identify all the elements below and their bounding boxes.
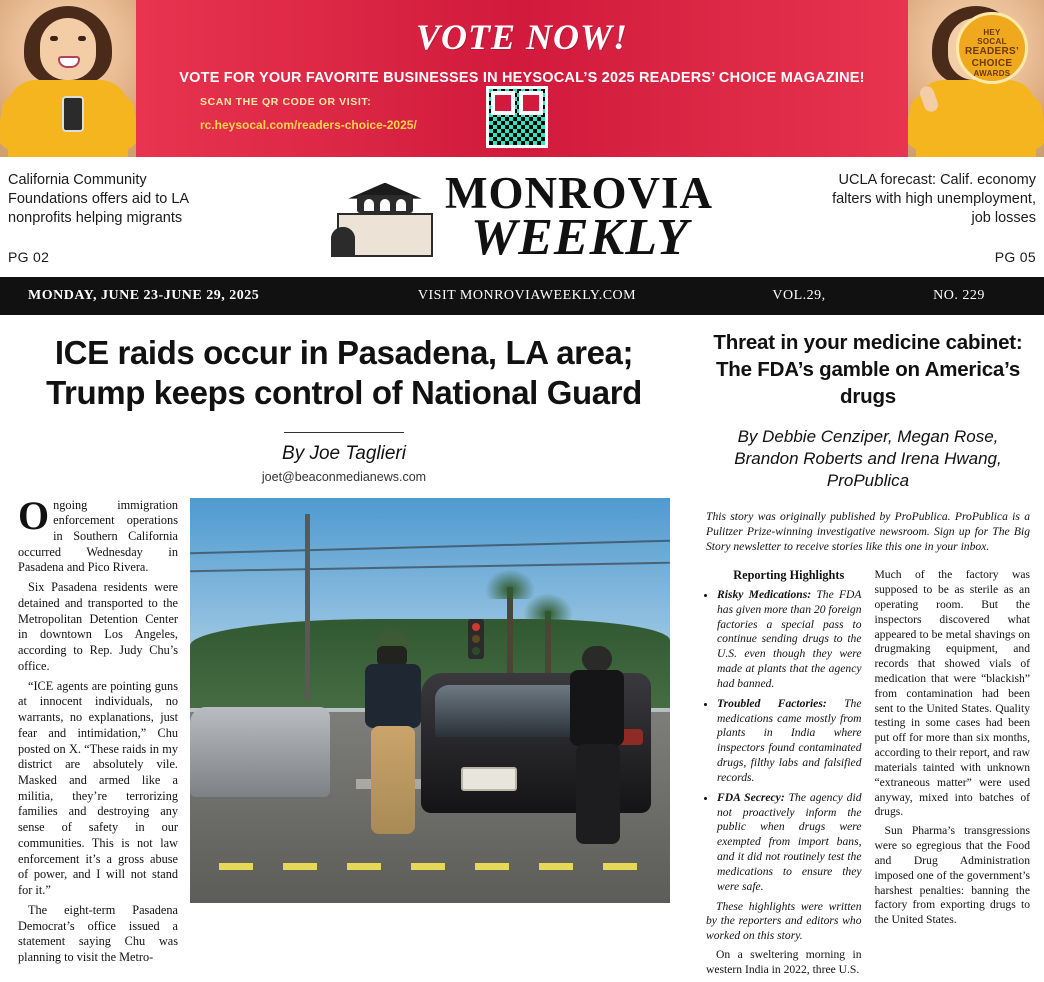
dateline-number: NO. 229	[933, 288, 985, 303]
ad-url-link[interactable]: rc.heysocal.com/readers-choice-2025/	[200, 118, 417, 132]
mission-building-icon	[331, 179, 439, 257]
secondary-body-3: Sun Pharma’s transgressions were so egregious that the Food and Drug Administration imposed one of the government’s harshest penalties: banning the factory from exporting drugs to the United States.	[874, 824, 1030, 927]
ad-headline: VOTE NOW!	[415, 17, 629, 57]
secondary-headline: Threat in your medicine cabinet: The FDA’s gamble on America’s drugs	[713, 331, 1023, 409]
teaser-left[interactable]	[8, 171, 223, 267]
logo-wordmark	[445, 168, 713, 267]
dateline-volume: VOL.29,	[772, 288, 826, 303]
teaser-left-text: California Community Foundations offers aid to LA nonprofits helping migrants	[8, 172, 189, 227]
highlights-title: Reporting Highlights	[733, 568, 845, 583]
badge-line-1: HEY	[983, 28, 1001, 37]
highlight-item	[717, 697, 862, 786]
lead-byline-email[interactable]: joet@beaconmedianews.com	[261, 469, 427, 484]
highlight-item	[717, 791, 862, 895]
page-body	[0, 315, 1044, 976]
secondary-story	[696, 315, 1036, 976]
ad-scan-block	[200, 96, 417, 132]
highlight-text-1: The FDA has given more than 20 foreign factories a special pass to continue sending drugs to the U.S. even though they were made at plants that the agency had banned.	[717, 587, 862, 690]
lead-headline: ICE raids occur in Pasadena, LA area; Trump keeps control of National Guard	[46, 334, 642, 412]
secondary-body-2: Much of the factory was supposed to be as sterile as an operating room. But the inspectors discovered what appeared to be metal shavings on drugmaking equipment, and records that showed vials of medication that were “blackish” from contamination had been sent to the United States. Quality testing in some cases had been put off for more than six months, according to their report, and raw materials tainted with unknown “extraneous matter” were used anyway, mixed into batches of drugs.	[874, 568, 1030, 819]
newspaper-logo[interactable]	[331, 168, 713, 267]
secondary-editor-note: This story was originally published by ProPublica. ProPublica is a Pulitzer Prize-winning investigative newsroom. Sign up for The Big Story newsletter to receive stories like this one in your inbox.	[706, 510, 1030, 553]
ad-center-content	[136, 0, 908, 157]
lead-paragraph-3: “ICE agents are pointing guns at innocent individuals, no warrants, no explanations, just fear and intimidation,” Chu posted on X. “These raids in my district are absolutely vile. Masked and armed like a militia, they’re terrorizing families and destroying any sense of safety in our communities. This is not law enforcement it’s a gross abuse of power, and I will not stand for it.”	[18, 678, 178, 898]
lead-story	[8, 315, 680, 965]
highlights-footer: These highlights were written by the reporters and editors who worked on this story.	[706, 899, 862, 943]
advertisement-banner[interactable]	[0, 0, 1044, 157]
badge-line-5: AWARDS	[973, 69, 1011, 79]
byline-divider	[284, 432, 404, 433]
teaser-right-page: PG 05	[994, 249, 1036, 266]
readers-choice-award-badge	[956, 12, 1028, 84]
teaser-right[interactable]	[821, 171, 1036, 267]
highlights-list	[706, 588, 862, 895]
secondary-body-1: On a sweltering morning in western India in 2022, three U.S.	[706, 947, 862, 976]
lead-story-photo	[190, 498, 670, 903]
logo-line-2: WEEKLY	[471, 209, 689, 267]
lead-text-column	[18, 492, 178, 970]
highlight-label-1: Risky Medications:	[717, 587, 812, 601]
lead-paragraph-4: The eight-term Pasadena Democrat’s office issued a statement saying Chu was planning to visit the Metro-	[18, 902, 178, 965]
lead-byline: By Joe Taglieri	[282, 442, 406, 464]
ad-subhead: VOTE FOR YOUR FAVORITE BUSINESSES IN HEYSOCAL’S 2025 READERS’ CHOICE MAGAZINE!	[179, 70, 865, 86]
highlight-text-3: The agency did not proactively inform the public when drugs were exempted from import bans, and it did not routinely test the medications to ensure they were safe.	[717, 790, 862, 893]
secondary-byline: By Debbie Cenziper, Megan Rose, Brandon Roberts and Irena Hwang, ProPublica	[734, 427, 1002, 491]
dateline-bar	[0, 277, 1044, 315]
dateline-website[interactable]: VISIT MONROVIAWEEKLY.COM	[417, 288, 637, 303]
lead-paragraph	[18, 492, 178, 577]
badge-line-2: SOCAL	[977, 37, 1007, 47]
highlight-label-3: FDA Secrecy:	[717, 790, 785, 804]
highlight-text-2: The medications came mostly from plants in India where inspectors found contaminated drugs, filthy labs and falsified records.	[717, 696, 862, 784]
qr-code-icon[interactable]	[486, 86, 548, 148]
teaser-left-page: PG 02	[8, 249, 50, 266]
dateline-date: MONDAY, JUNE 23-JUNE 29, 2025	[28, 288, 260, 303]
ad-model-left-photo	[0, 0, 136, 157]
teaser-right-text: UCLA forecast: Calif. economy falters with high unemployment, job losses	[832, 172, 1036, 227]
badge-line-3: READERS’	[964, 46, 1020, 58]
logo-line-1: MONROVIA	[445, 168, 713, 218]
ad-scan-label: SCAN THE QR CODE OR VISIT:	[200, 96, 372, 108]
lead-story-flow	[18, 492, 670, 970]
lead-paragraph-1: ngoing immigration enforcement operations in Southern California occurred Wednesday in Pasadena and Pico Rivera.	[18, 497, 178, 575]
lead-paragraph-2: Six Pasadena residents were detained and transported to the Metropolitan Detention Center in downtown Los Angeles, according to Rep. Judy Chu’s office.	[18, 580, 178, 673]
highlight-item	[717, 588, 862, 692]
masthead	[0, 157, 1044, 277]
highlight-label-2: Troubled Factories:	[717, 696, 827, 710]
badge-line-4: CHOICE	[971, 57, 1013, 69]
drop-cap: O	[18, 492, 50, 538]
